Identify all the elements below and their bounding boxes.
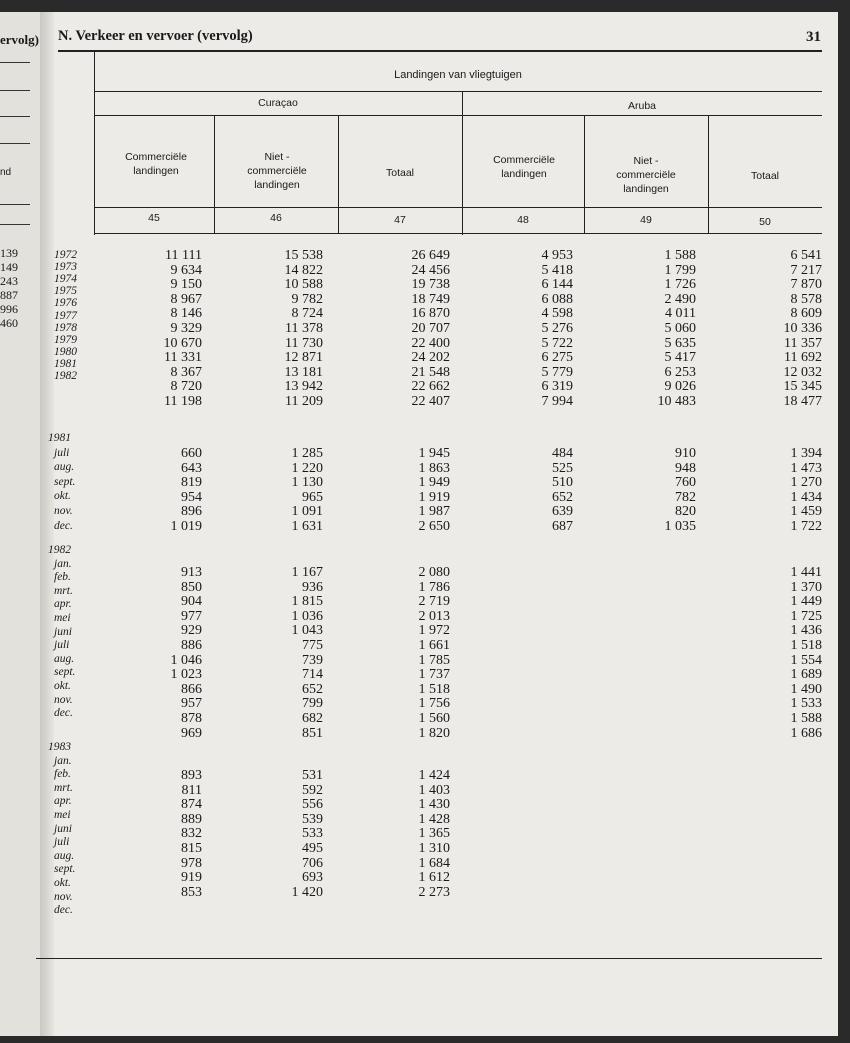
row-label: mei bbox=[54, 612, 71, 624]
table-cell: 687 bbox=[552, 519, 573, 534]
table-cell: 9 150 bbox=[170, 277, 202, 293]
table-cell: 660 bbox=[181, 446, 202, 461]
row-label: feb. bbox=[54, 571, 71, 584]
row-label: 1978 bbox=[54, 321, 77, 334]
period-year-label: 1982 bbox=[48, 544, 71, 556]
table-cell: 1 420 bbox=[291, 884, 323, 900]
table-cell: 2 013 bbox=[418, 608, 450, 624]
table-cell: 1 441 bbox=[790, 565, 822, 580]
table-bottom-rule bbox=[36, 958, 822, 959]
left-page-number: 139 bbox=[0, 246, 18, 260]
row-label: nov. bbox=[54, 505, 73, 517]
table-cell: 1 863 bbox=[418, 460, 450, 476]
table-cell: 12 871 bbox=[284, 350, 323, 366]
left-page-rule bbox=[0, 62, 30, 63]
table-cell: 2 273 bbox=[418, 884, 450, 900]
table-cell: 495 bbox=[302, 841, 323, 856]
column-header: Niet - commerciële landingen bbox=[616, 155, 676, 195]
column-header: Commerciële landingen bbox=[125, 151, 187, 177]
left-page-rule bbox=[0, 143, 30, 144]
table-cell: 1 919 bbox=[418, 489, 450, 505]
table-cell: 1 785 bbox=[418, 652, 450, 668]
column-number: 49 bbox=[640, 214, 652, 226]
row-label: 1979 bbox=[54, 333, 77, 346]
table-cell: 1 220 bbox=[291, 460, 323, 476]
row-label: 1976 bbox=[54, 297, 77, 310]
table-cell: 1 533 bbox=[790, 696, 822, 712]
table-cell: 1 490 bbox=[790, 681, 822, 697]
table-cell: 850 bbox=[181, 579, 202, 595]
table-cell: 2 080 bbox=[418, 565, 450, 580]
table-cell: 1 518 bbox=[418, 681, 450, 697]
table-cell: 1 945 bbox=[418, 446, 450, 461]
table-cell: 531 bbox=[302, 768, 323, 783]
table-cell: 24 202 bbox=[411, 350, 450, 366]
table-cell: 1 459 bbox=[790, 504, 822, 520]
table-cell: 1 786 bbox=[418, 579, 450, 595]
table-cell: 1 588 bbox=[790, 711, 822, 726]
table-cell: 760 bbox=[675, 475, 696, 491]
table-cell: 8 720 bbox=[170, 379, 202, 395]
table-cell: 965 bbox=[302, 489, 323, 505]
table-cell: 9 634 bbox=[170, 262, 202, 278]
table-cell: 1 310 bbox=[418, 841, 450, 856]
row-label: mei bbox=[54, 809, 71, 821]
table-cell: 815 bbox=[181, 841, 202, 856]
table-cell: 16 870 bbox=[411, 306, 450, 322]
table-cell: 904 bbox=[181, 594, 202, 610]
table-cell: 9 329 bbox=[170, 321, 202, 336]
table-cell: 8 724 bbox=[291, 306, 323, 322]
row-label: nov. bbox=[54, 890, 73, 903]
table-cell: 6 541 bbox=[790, 248, 822, 263]
table-cell: 11 357 bbox=[784, 335, 822, 351]
row-label: mrt. bbox=[54, 584, 73, 597]
row-label: nov. bbox=[54, 693, 73, 706]
left-page-title-fragment: ervolg) bbox=[0, 32, 39, 47]
table-cell: 7 217 bbox=[790, 262, 822, 278]
row-label: sept. bbox=[54, 666, 76, 679]
left-page-number: 460 bbox=[0, 316, 18, 330]
table-cell: 24 456 bbox=[411, 262, 450, 278]
column-header: Niet - commerciële landingen bbox=[247, 151, 307, 191]
table-cell: 6 144 bbox=[541, 277, 573, 293]
table-cell: 5 276 bbox=[541, 321, 573, 336]
row-label: apr. bbox=[54, 598, 72, 611]
table-cell: 896 bbox=[181, 504, 202, 520]
header-bottom-rule bbox=[94, 233, 822, 234]
table-cell: 1 554 bbox=[790, 652, 822, 668]
table-cell: 977 bbox=[181, 608, 202, 624]
group-header-curacao: Curaçao bbox=[258, 97, 298, 109]
table-cell: 539 bbox=[302, 811, 323, 827]
table-cell: 1 167 bbox=[291, 565, 323, 580]
table-cell: 11 730 bbox=[285, 335, 323, 351]
group-rule bbox=[94, 91, 822, 92]
left-page-number: 243 bbox=[0, 274, 18, 288]
row-label: okt. bbox=[54, 490, 71, 503]
table-cell: 525 bbox=[552, 460, 573, 476]
row-label: 1981 bbox=[54, 357, 77, 370]
table-cell: 5 722 bbox=[541, 335, 573, 351]
table-cell: 1 725 bbox=[790, 608, 822, 624]
table-cell: 819 bbox=[181, 475, 202, 491]
table-cell: 592 bbox=[302, 782, 323, 798]
table-cell: 1 370 bbox=[790, 579, 822, 595]
left-page-rule bbox=[0, 224, 30, 225]
table-cell: 1 726 bbox=[664, 277, 696, 293]
table-cell: 533 bbox=[302, 826, 323, 842]
left-page-number: 996 bbox=[0, 302, 18, 316]
row-label: juli bbox=[54, 836, 70, 849]
left-page-rule bbox=[0, 204, 30, 205]
column-number: 46 bbox=[270, 212, 282, 224]
table-cell: 5 060 bbox=[664, 321, 696, 336]
table-cell: 12 032 bbox=[783, 364, 822, 380]
table-cell: 10 483 bbox=[657, 394, 696, 409]
table-cell: 7 994 bbox=[541, 394, 573, 409]
column-header: Totaal bbox=[750, 170, 780, 182]
table-cell: 874 bbox=[181, 797, 202, 813]
table-cell: 11 331 bbox=[164, 350, 202, 366]
table-cell: 8 967 bbox=[170, 291, 202, 307]
table-cell: 866 bbox=[181, 681, 202, 697]
table-cell: 19 738 bbox=[411, 277, 450, 293]
row-label: mrt. bbox=[54, 781, 73, 794]
table-cell: 4 598 bbox=[541, 306, 573, 322]
table-cell: 10 336 bbox=[783, 321, 822, 336]
table-cell: 739 bbox=[302, 652, 323, 668]
table-cell: 1 737 bbox=[418, 667, 450, 683]
table-cell: 1 756 bbox=[418, 696, 450, 712]
row-label: aug. bbox=[54, 849, 75, 862]
table-cell: 1 036 bbox=[291, 608, 323, 624]
table-cell: 1 820 bbox=[418, 725, 450, 741]
table-cell: 652 bbox=[552, 489, 573, 505]
period-year-label: 1981 bbox=[48, 432, 71, 444]
table-cell: 853 bbox=[181, 884, 202, 900]
column-number: 45 bbox=[148, 212, 160, 224]
table-cell: 1 424 bbox=[418, 768, 450, 783]
table-cell: 799 bbox=[302, 696, 323, 712]
left-page-number: 149 bbox=[0, 260, 18, 274]
table-cell: 13 942 bbox=[284, 379, 323, 395]
table-cell: 889 bbox=[181, 811, 202, 827]
table-cell: 5 779 bbox=[541, 364, 573, 380]
table-cell: 969 bbox=[181, 725, 202, 741]
table-cell: 1 091 bbox=[291, 504, 323, 520]
table-cell: 14 822 bbox=[284, 262, 323, 278]
table-cell: 510 bbox=[552, 475, 573, 491]
table-cell: 15 345 bbox=[783, 379, 822, 395]
table-cell: 1 035 bbox=[664, 519, 696, 534]
table-cell: 811 bbox=[181, 782, 202, 798]
table-cell: 9 026 bbox=[664, 379, 696, 395]
page-gutter bbox=[40, 12, 54, 1036]
table-cell: 556 bbox=[302, 797, 323, 813]
table-cell: 8 146 bbox=[170, 306, 202, 322]
table-cell: 26 649 bbox=[411, 248, 450, 263]
table-cell: 1 023 bbox=[170, 667, 202, 683]
table-cell: 1 799 bbox=[664, 262, 696, 278]
table-cell: 20 707 bbox=[411, 321, 450, 336]
table-cell: 1 403 bbox=[418, 782, 450, 798]
table-cell: 1 631 bbox=[291, 519, 323, 534]
table-cell: 6 088 bbox=[541, 291, 573, 307]
table-cell: 6 253 bbox=[664, 364, 696, 380]
row-label: 1972 bbox=[54, 249, 77, 261]
table-cell: 22 662 bbox=[411, 379, 450, 395]
row-label: dec. bbox=[54, 707, 73, 720]
table-cell: 1 722 bbox=[790, 519, 822, 534]
table-cell: 10 670 bbox=[163, 335, 202, 351]
table-cell: 1 270 bbox=[790, 475, 822, 491]
table-cell: 2 650 bbox=[418, 519, 450, 534]
table-cell: 1 043 bbox=[291, 623, 323, 639]
table-cell: 4 011 bbox=[665, 306, 696, 322]
row-label: aug. bbox=[54, 652, 75, 665]
table-cell: 8 367 bbox=[170, 364, 202, 380]
table-cell: 775 bbox=[302, 638, 323, 653]
table-cell: 5 418 bbox=[541, 262, 573, 278]
row-label: sept. bbox=[54, 863, 76, 876]
table-cell: 11 209 bbox=[285, 394, 323, 409]
table-cell: 15 538 bbox=[284, 248, 323, 263]
chapter-title: N. Verkeer en vervoer (vervolg) bbox=[58, 28, 253, 44]
row-label: 1977 bbox=[54, 309, 77, 322]
table-cell: 4 953 bbox=[541, 248, 573, 263]
table-cell: 652 bbox=[302, 681, 323, 697]
table-cell: 1 588 bbox=[664, 248, 696, 263]
column-number: 48 bbox=[517, 214, 529, 226]
row-label: 1982 bbox=[54, 370, 77, 382]
table-cell: 1 019 bbox=[170, 519, 202, 534]
row-label: jan. bbox=[54, 557, 72, 570]
table-cell: 682 bbox=[302, 711, 323, 726]
table-cell: 936 bbox=[302, 579, 323, 595]
row-label: okt. bbox=[54, 877, 71, 889]
row-label: 1973 bbox=[54, 261, 77, 274]
row-label: 1980 bbox=[54, 345, 77, 358]
main-header: Landingen van vliegtuigen bbox=[394, 69, 522, 81]
table-cell: 1 046 bbox=[170, 652, 202, 668]
table-cell: 1 285 bbox=[291, 446, 323, 461]
row-label: okt. bbox=[54, 680, 71, 692]
table-cell: 8 578 bbox=[790, 291, 822, 307]
table-cell: 2 490 bbox=[664, 291, 696, 307]
table-cell: 832 bbox=[181, 826, 202, 842]
page-number: 31 bbox=[806, 29, 821, 45]
table-cell: 782 bbox=[675, 489, 696, 505]
table-cell: 919 bbox=[181, 870, 202, 886]
table-cell: 886 bbox=[181, 638, 202, 653]
table-cell: 11 198 bbox=[164, 394, 202, 409]
table-cell: 978 bbox=[181, 855, 202, 871]
table-cell: 1 365 bbox=[418, 826, 450, 842]
table-cell: 893 bbox=[181, 768, 202, 783]
table-cell: 1 518 bbox=[790, 638, 822, 653]
left-page-label: nd bbox=[0, 167, 12, 178]
table-cell: 929 bbox=[181, 623, 202, 639]
row-label: juni bbox=[54, 822, 72, 835]
table-cell: 1 473 bbox=[790, 460, 822, 476]
row-label: apr. bbox=[54, 795, 72, 808]
table-cell: 7 870 bbox=[790, 277, 822, 293]
table-cell: 1 972 bbox=[418, 623, 450, 639]
subgroup-rule bbox=[94, 115, 822, 116]
table-cell: 13 181 bbox=[284, 364, 323, 380]
table-cell: 8 609 bbox=[790, 306, 822, 322]
table-cell: 1 130 bbox=[291, 475, 323, 491]
column-number-rule bbox=[94, 207, 822, 208]
table-top-rule bbox=[58, 50, 822, 52]
table-cell: 1 434 bbox=[790, 489, 822, 505]
table-cell: 6 275 bbox=[541, 350, 573, 366]
left-page-number: 887 bbox=[0, 288, 18, 302]
row-label: 1974 bbox=[54, 273, 77, 286]
table-cell: 1 684 bbox=[418, 855, 450, 871]
table-cell: 1 612 bbox=[418, 870, 450, 886]
table-cell: 10 588 bbox=[284, 277, 323, 293]
table-cell: 948 bbox=[675, 460, 696, 476]
table-cell: 1 430 bbox=[418, 797, 450, 813]
table-cell: 5 635 bbox=[664, 335, 696, 351]
column-header: Totaal bbox=[385, 167, 415, 179]
row-label: jan. bbox=[54, 754, 72, 767]
column-header: Commerciële landingen bbox=[493, 154, 555, 180]
table-cell: 643 bbox=[181, 460, 202, 476]
row-label: dec. bbox=[54, 904, 73, 917]
table-cell: 11 692 bbox=[784, 350, 822, 366]
table-cell: 910 bbox=[675, 446, 696, 461]
table-cell: 1 949 bbox=[418, 475, 450, 491]
column-number: 47 bbox=[394, 214, 406, 226]
table-cell: 1 689 bbox=[790, 667, 822, 683]
table-cell: 484 bbox=[552, 446, 573, 461]
table-cell: 1 987 bbox=[418, 504, 450, 520]
table-cell: 693 bbox=[302, 870, 323, 886]
table-cell: 1 449 bbox=[790, 594, 822, 610]
table-cell: 878 bbox=[181, 711, 202, 726]
table-cell: 18 477 bbox=[783, 394, 822, 409]
row-label: juni bbox=[54, 625, 72, 638]
group-header-aruba: Aruba bbox=[627, 100, 657, 112]
table-cell: 913 bbox=[181, 565, 202, 580]
table-cell: 1 815 bbox=[291, 594, 323, 610]
table-cell: 9 782 bbox=[291, 291, 323, 307]
table-cell: 11 378 bbox=[285, 321, 323, 336]
table-cell: 21 548 bbox=[411, 364, 450, 380]
table-cell: 22 407 bbox=[411, 394, 450, 409]
table-cell: 22 400 bbox=[411, 335, 450, 351]
row-label: sept. bbox=[54, 475, 76, 488]
table-cell: 1 428 bbox=[418, 811, 450, 827]
table-cell: 851 bbox=[302, 725, 323, 741]
table-cell: 1 560 bbox=[418, 711, 450, 726]
table-cell: 1 394 bbox=[790, 446, 822, 461]
row-label: juli bbox=[54, 639, 70, 652]
table-cell: 18 749 bbox=[411, 291, 450, 307]
table-cell: 5 417 bbox=[664, 350, 696, 366]
table-cell: 1 436 bbox=[790, 623, 822, 639]
row-label: dec. bbox=[54, 519, 73, 532]
row-label: juli bbox=[54, 446, 70, 459]
row-label: aug. bbox=[54, 461, 75, 474]
left-page-rule bbox=[0, 90, 30, 91]
period-year-label: 1983 bbox=[48, 741, 71, 753]
left-page-rule bbox=[0, 116, 30, 117]
table-cell: 6 319 bbox=[541, 379, 573, 395]
table-cell: 706 bbox=[302, 855, 323, 871]
table-cell: 714 bbox=[302, 667, 323, 683]
table-cell: 954 bbox=[181, 489, 202, 505]
table-cell: 639 bbox=[552, 504, 573, 520]
table-cell: 820 bbox=[675, 504, 696, 520]
table-cell: 1 686 bbox=[790, 725, 822, 741]
table-cell: 1 661 bbox=[418, 638, 450, 653]
table-cell: 11 111 bbox=[165, 248, 202, 263]
table-cell: 2 719 bbox=[418, 594, 450, 610]
table-cell: 957 bbox=[181, 696, 202, 712]
column-number: 50 bbox=[759, 216, 771, 228]
row-label: 1975 bbox=[54, 285, 77, 298]
row-label: feb. bbox=[54, 768, 71, 781]
